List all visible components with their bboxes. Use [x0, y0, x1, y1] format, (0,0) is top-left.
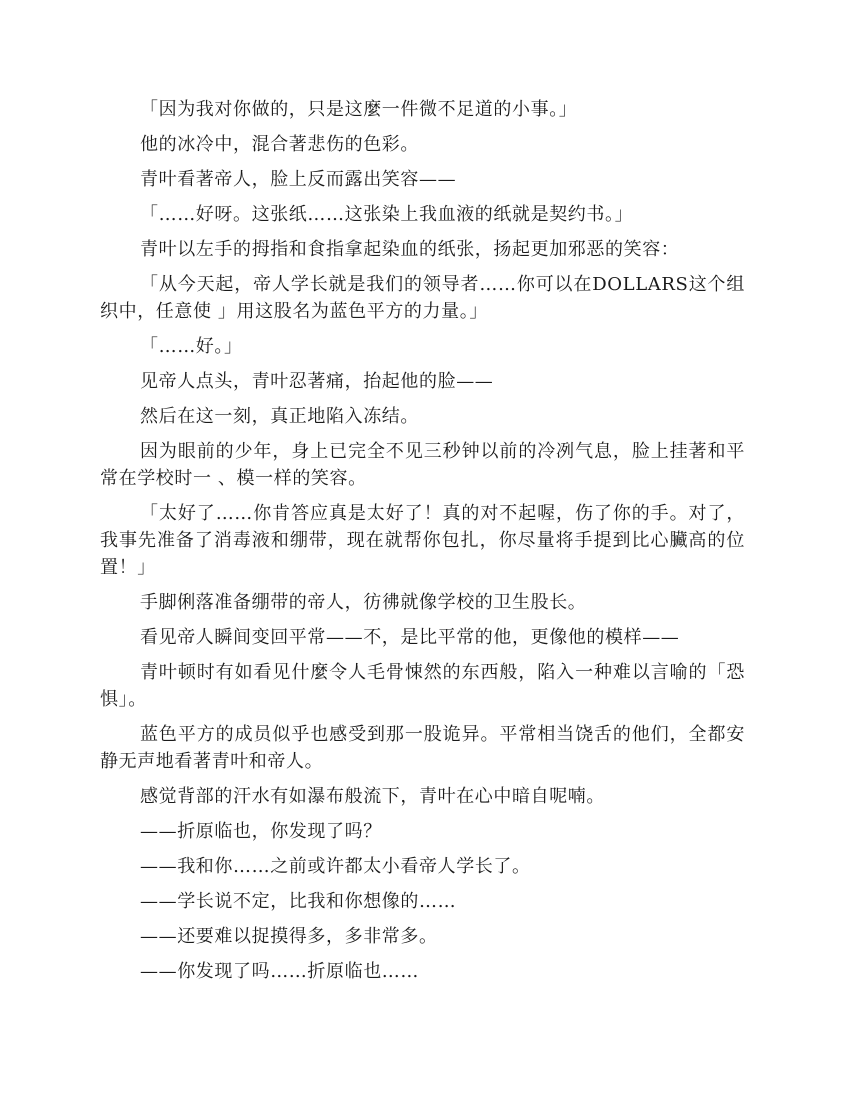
paragraph: 青叶顿时有如看见什麼令人毛骨悚然的东西般，陷入一种难以言喻的「恐惧」。	[100, 662, 745, 710]
paragraph: ——我和你……之前或许都太小看帝人学长了。	[140, 856, 531, 877]
paragraph: 「……好呀。这张纸……这张染上我血液的纸就是契约书。」	[140, 204, 634, 225]
document-page	[100, 96, 745, 993]
paragraph: 「从今天起，帝人学长就是我们的领导者……你可以在DOLLARS这个组织中，任意使 」用这股名为蓝色平方的力量。」	[100, 274, 745, 322]
paragraph: ——还要难以捉摸得多，多非常多。	[140, 926, 438, 947]
paragraph: ——你发现了吗……折原临也……	[140, 961, 419, 982]
paragraph: ——折原临也，你发现了吗？	[140, 821, 382, 842]
paragraph: 「……好。」	[140, 336, 243, 357]
paragraph: 青叶看著帝人，脸上反而露出笑容——	[140, 169, 457, 190]
paragraph: 看见帝人瞬间变回平常——不，是比平常的他，更像他的模样——	[140, 627, 680, 648]
paragraph: 青叶以左手的拇指和食指拿起染血的纸张，扬起更加邪恶的笑容：	[140, 239, 680, 260]
paragraph: 见帝人点头，青叶忍著痛，抬起他的脸——	[140, 371, 494, 392]
paragraph: 手脚俐落准备绷带的帝人，彷彿就像学校的卫生股长。	[140, 592, 587, 613]
paragraph: 蓝色平方的成员似乎也感受到那一股诡异。平常相当饶舌的他们，全都安静无声地看著青叶和帝人。	[100, 724, 745, 772]
paragraph: 他的冰冷中，混合著悲伤的色彩。	[140, 134, 419, 155]
paragraph: 感觉背部的汗水有如瀑布般流下，青叶在心中暗自呢喃。	[140, 786, 605, 807]
paragraph: 「因为我对你做的，只是这麼一件微不足道的小事。」	[140, 99, 578, 120]
paragraph: 因为眼前的少年，身上已完全不见三秒钟以前的冷冽气息，脸上挂著和平常在学校时一 、模一样的笑容。	[100, 441, 745, 489]
paragraph: ——学长说不定，比我和你想像的……	[140, 891, 457, 912]
paragraph: 「太好了……你肯答应真是太好了！真的对不起喔，伤了你的手。对了，我事先准备了消毒液和绷带，现在就帮你包扎，你尽量将手提到比心臟高的位置！」	[100, 503, 745, 578]
paragraph: 然后在这一刻，真正地陷入冻结。	[140, 406, 419, 427]
